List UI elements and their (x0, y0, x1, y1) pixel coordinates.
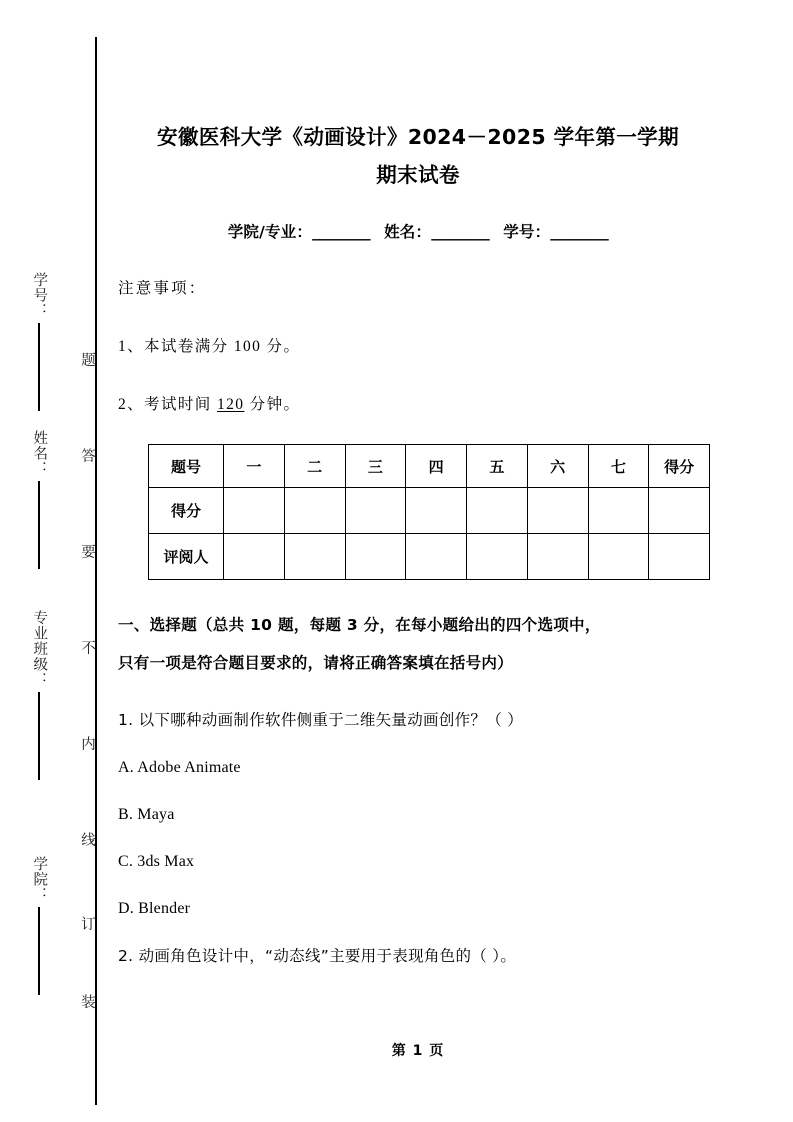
student-id-blank[interactable]: ________ (550, 223, 609, 241)
th-question-no: 题号 (149, 445, 224, 488)
notice-heading: 注意事项： (118, 280, 207, 297)
seal-char: 题 (79, 352, 95, 367)
notice-item-2 (118, 356, 718, 414)
question-1-option-c[interactable]: C. 3ds Max (118, 853, 195, 870)
seal-field-column (22, 0, 56, 1122)
row-label-score: 得分 (149, 488, 224, 534)
reviewer-cell[interactable] (467, 534, 528, 580)
seal-divider-line (95, 37, 97, 1105)
notice-item-2-prefix: 2、考试时间 (118, 396, 217, 413)
section-one-heading (118, 580, 718, 682)
th-q7: 七 (588, 445, 649, 488)
th-q1: 一 (224, 445, 285, 488)
seal-field-student-id (22, 272, 56, 411)
title-line-2: 期末试卷 (376, 163, 460, 187)
seal-field-college (22, 856, 56, 995)
left-seal-margin (0, 0, 100, 1122)
name-label: 姓名： (384, 223, 432, 241)
seal-field-blank (38, 481, 39, 569)
seal-field-blank (38, 907, 39, 995)
seal-field-class (22, 610, 56, 780)
seal-field-label: 姓名： (31, 430, 48, 477)
seal-char: 要 (79, 544, 95, 559)
notice-item-1-text: 1、本试卷满分 100 分。 (118, 338, 301, 355)
section-one-heading-line-1: 一、选择题（总共 10 题，每题 3 分，在每小题给出的四个选项中， (118, 616, 601, 634)
score-cell[interactable] (284, 488, 345, 534)
question-1-stem: 1. 以下哪种动画制作软件侧重于二维矢量动画创作？（ ） (118, 711, 524, 729)
reviewer-cell[interactable] (649, 534, 710, 580)
name-blank[interactable]: ________ (431, 223, 490, 241)
seal-warning-column (64, 0, 94, 1122)
th-q4: 四 (406, 445, 467, 488)
score-cell[interactable] (406, 488, 467, 534)
table-row-header (149, 445, 710, 488)
seal-field-label: 专业班级： (31, 610, 48, 688)
exam-duration-value: 120 (216, 396, 245, 413)
score-cell[interactable] (527, 488, 588, 534)
student-id-label: 学号： (503, 223, 551, 241)
score-cell[interactable] (224, 488, 285, 534)
th-q2: 二 (284, 445, 345, 488)
reviewer-cell[interactable] (345, 534, 406, 580)
score-cell[interactable] (467, 488, 528, 534)
th-q5: 五 (467, 445, 528, 488)
question-1-option-d[interactable]: D. Blender (118, 900, 191, 917)
seal-char: 内 (79, 736, 95, 751)
reviewer-cell[interactable] (588, 534, 649, 580)
seal-field-name (22, 430, 56, 569)
question-1-option-a[interactable]: A. Adobe Animate (118, 759, 241, 776)
seal-field-label: 学号： (31, 272, 48, 319)
reviewer-cell[interactable] (284, 534, 345, 580)
score-cell[interactable] (345, 488, 406, 534)
page-title (118, 0, 718, 194)
student-identity-line (118, 194, 718, 242)
notice-item-2-suffix: 分钟。 (244, 396, 301, 413)
reviewer-cell[interactable] (224, 534, 285, 580)
title-line-1: 安徽医科大学《动画设计》2024－2025 学年第一学期 (157, 125, 679, 149)
th-q6: 六 (527, 445, 588, 488)
page-footer: 第 1 页 (391, 1043, 445, 1059)
seal-char: 装 (79, 994, 95, 1009)
table-row-reviewer (149, 534, 710, 580)
score-table-container (118, 414, 718, 580)
score-cell[interactable] (649, 488, 710, 534)
reviewer-cell[interactable] (406, 534, 467, 580)
college-blank[interactable]: ________ (312, 223, 371, 241)
seal-char: 答 (79, 448, 95, 463)
college-label: 学院/专业： (227, 223, 313, 241)
seal-char: 订 (79, 916, 95, 931)
table-row-score (149, 488, 710, 534)
seal-field-label: 学院： (31, 856, 48, 903)
section-one-heading-line-2: 只有一项是符合题目要求的，请将正确答案填在括号内） (118, 654, 514, 672)
reviewer-cell[interactable] (527, 534, 588, 580)
exam-paper-body (118, 0, 718, 1122)
notice-item-1 (118, 298, 718, 356)
row-label-reviewer: 评阅人 (149, 534, 224, 580)
th-total-score: 得分 (649, 445, 710, 488)
score-table (148, 444, 710, 580)
seal-field-blank (38, 323, 39, 411)
question-1-option-b[interactable]: B. Maya (118, 806, 175, 823)
seal-char: 不 (79, 640, 95, 655)
score-cell[interactable] (588, 488, 649, 534)
seal-field-blank (38, 692, 39, 780)
th-q3: 三 (345, 445, 406, 488)
question-2-stem: 2. 动画角色设计中，“动态线”主要用于表现角色的（ ）。 (118, 947, 517, 965)
seal-char: 线 (79, 832, 95, 847)
